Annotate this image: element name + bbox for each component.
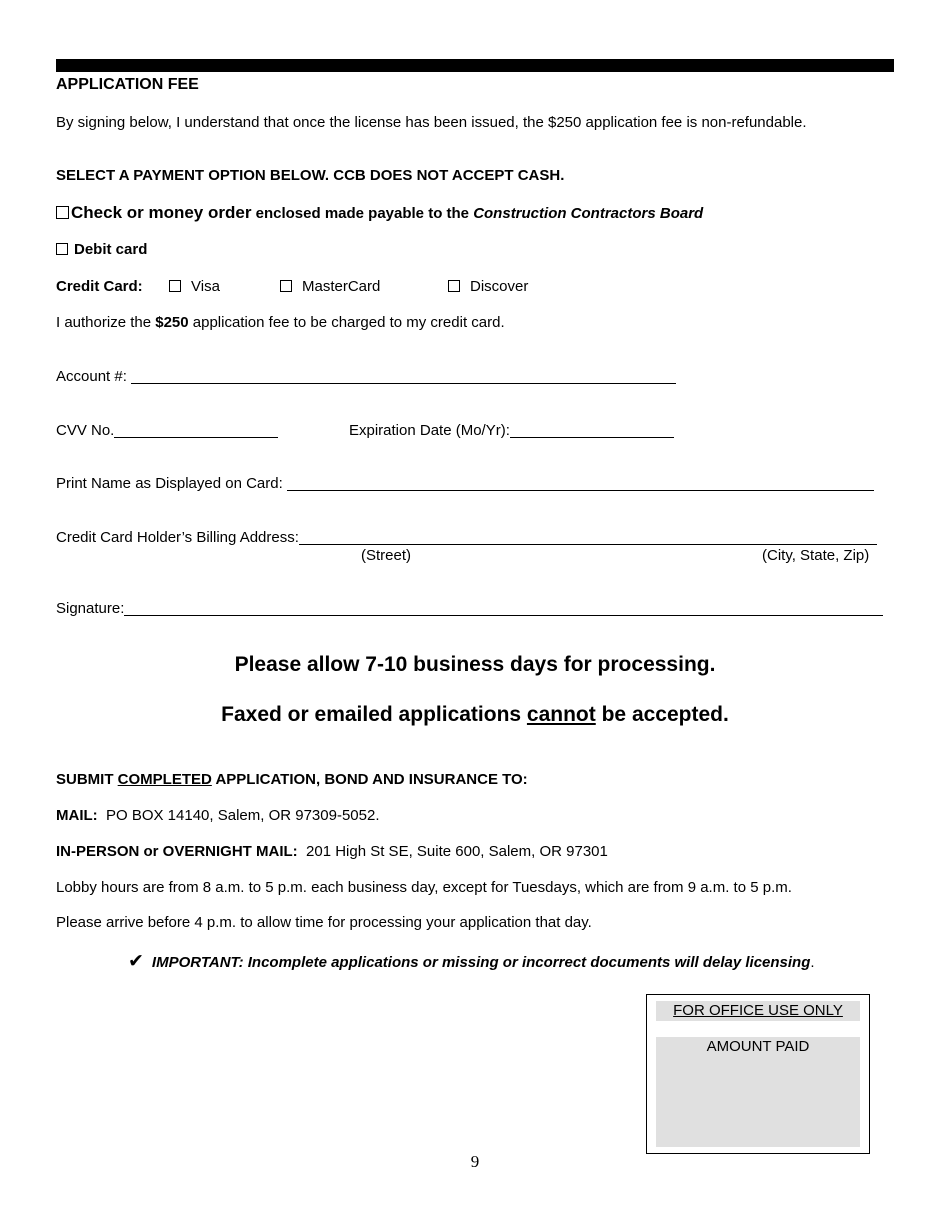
fax-notice [0, 703, 950, 727]
in-person-value: 201 High St SE, Suite 600, Salem, OR 97301 [297, 843, 608, 860]
billing-address-line[interactable] [299, 530, 877, 545]
mail-label: MAIL: [56, 807, 98, 824]
fax-notice-after: be accepted. [595, 703, 729, 726]
office-use-box [646, 994, 870, 1154]
discover-label: Discover [470, 278, 529, 295]
credit-card-row [56, 278, 616, 298]
cvv-label: CVV No. [56, 422, 115, 439]
signature-label: Signature: [56, 600, 125, 617]
authorize-amount: $250 [155, 314, 189, 331]
authorize-after: application fee to be charged to my credit card. [188, 314, 505, 331]
debit-option-label: Debit card [74, 241, 148, 258]
lobby-hours: Lobby hours are from 8 a.m. to 5 p.m. each business day, except for Tuesdays, which are from 9 a.m. to 5 p.m. [56, 879, 792, 896]
signature-field[interactable] [56, 600, 883, 617]
check-option-detail: enclosed made payable to the [251, 205, 474, 222]
mail-address [56, 807, 380, 824]
submit-before: SUBMIT [56, 771, 118, 788]
mastercard-checkbox[interactable] [280, 280, 292, 292]
expiration-field[interactable] [349, 422, 674, 439]
billing-address-field[interactable] [56, 529, 877, 546]
authorize-statement [56, 314, 505, 331]
in-person-address [56, 843, 608, 860]
signature-line[interactable] [124, 601, 883, 616]
account-line[interactable] [131, 369, 676, 384]
header-rule [56, 59, 894, 72]
checkmark-icon: ✔ [128, 951, 144, 972]
expiration-label: Expiration Date (Mo/Yr): [349, 422, 510, 439]
amount-paid-area [656, 1037, 860, 1147]
mastercard-label: MasterCard [302, 278, 381, 295]
visa-label: Visa [191, 278, 220, 295]
expiration-line[interactable] [510, 423, 674, 438]
authorize-before: I authorize the [56, 314, 156, 331]
account-label: Account #: [56, 368, 132, 385]
processing-notice: Please allow 7-10 business days for processing. [234, 653, 716, 676]
print-name-line[interactable] [287, 476, 874, 491]
section-title: APPLICATION FEE [56, 76, 199, 93]
discover-checkbox[interactable] [448, 280, 460, 292]
submit-heading [56, 771, 528, 788]
fee-statement: By signing below, I understand that once the license has been issued, the $250 application fee is non-refundable. [56, 114, 807, 131]
print-name-label: Print Name as Displayed on Card: [56, 475, 287, 492]
check-checkbox[interactable] [56, 206, 69, 219]
city-hint: (City, State, Zip) [762, 547, 870, 564]
street-hint: (Street) [361, 547, 412, 564]
account-field[interactable] [56, 368, 676, 385]
visa-checkbox[interactable] [169, 280, 181, 292]
page-number: 9 [470, 1152, 480, 1171]
important-end: . [810, 954, 815, 971]
mastercard-option[interactable] [280, 278, 380, 295]
check-option-label: Check or money order [71, 203, 252, 222]
debit-option[interactable] [56, 241, 147, 258]
mail-value: PO BOX 14140, Salem, OR 97309-5052. [97, 807, 380, 824]
check-option-payee: Construction Contractors Board [473, 205, 704, 222]
cvv-field[interactable] [56, 422, 278, 439]
office-use-title: FOR OFFICE USE ONLY [656, 1001, 860, 1021]
fax-notice-cannot: cannot [526, 703, 596, 726]
payment-heading: SELECT A PAYMENT OPTION BELOW. CCB DOES NOT ACCEPT CASH. [56, 167, 565, 184]
important-note [128, 950, 815, 973]
billing-address-label: Credit Card Holder’s Billing Address: [56, 529, 299, 546]
check-option[interactable] [56, 203, 703, 223]
amount-paid-label: AMOUNT PAID [706, 1038, 810, 1055]
credit-card-label: Credit Card: [56, 278, 143, 295]
arrive-note: Please arrive before 4 p.m. to allow time for processing your application that day. [56, 914, 592, 931]
important-text: IMPORTANT: Incomplete applications or missing or incorrect documents will delay licensing [151, 954, 811, 971]
debit-checkbox[interactable] [56, 243, 68, 255]
submit-after: APPLICATION, BOND AND INSURANCE TO: [211, 771, 528, 788]
cvv-line[interactable] [114, 423, 278, 438]
fax-notice-before: Faxed or emailed applications [221, 703, 527, 726]
visa-option[interactable] [169, 278, 220, 295]
in-person-label: IN-PERSON or OVERNIGHT MAIL: [56, 843, 298, 860]
discover-option[interactable] [448, 278, 528, 295]
submit-completed: COMPLETED [117, 771, 212, 788]
print-name-field[interactable] [56, 475, 874, 492]
